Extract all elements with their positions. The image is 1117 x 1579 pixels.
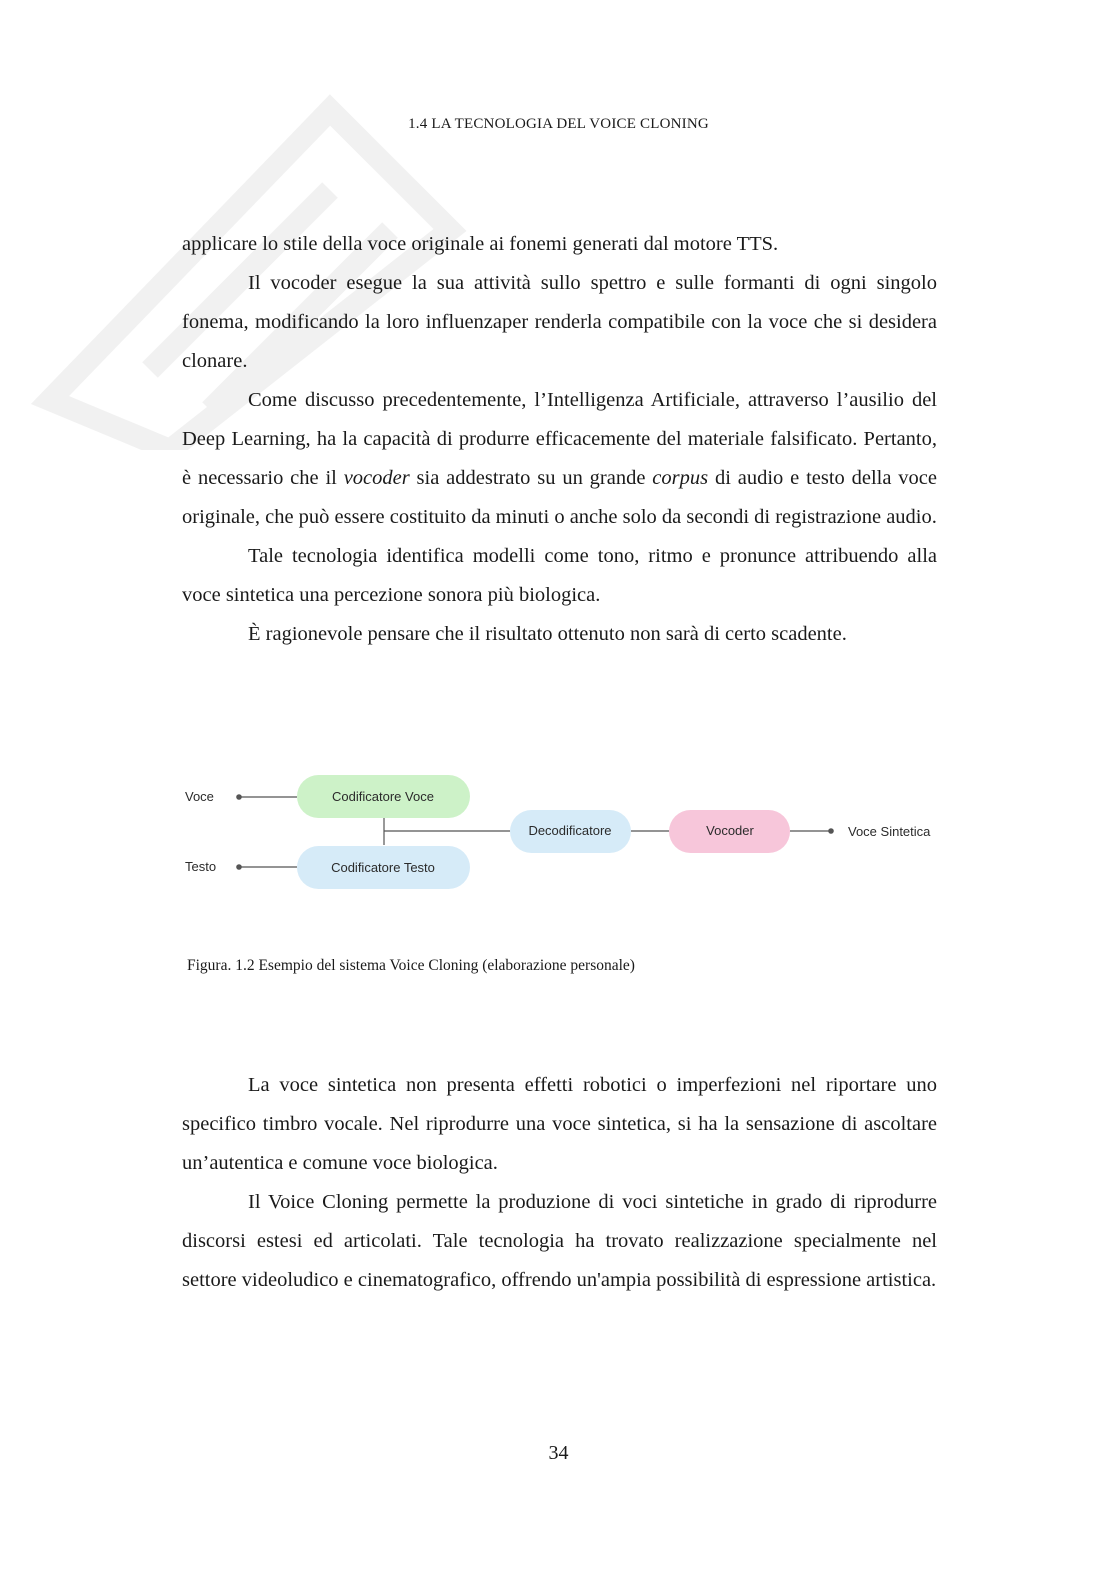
- paragraph: La voce sintetica non presenta effetti robotici o imperfezioni nel riportare uno specifico timbro vocale. Nel riprodurre una voce sintetica, si ha la sensazione di ascoltare un’autentica e comune voce biologica.: [182, 1074, 937, 1174]
- text-encoder-label: Codificatore Testo: [331, 860, 435, 875]
- emphasis-corpus: corpus: [652, 467, 709, 489]
- decoder-label: Decodificatore: [528, 823, 612, 838]
- figure-caption: Figura. 1.2 Esempio del sistema Voice Cloning (elaborazione personale): [187, 957, 635, 974]
- page-number: 34: [548, 1442, 569, 1464]
- paragraph: Il Voice Cloning permette la produzione di voci sintetiche in grado di riprodurre discorsi estesi ed articolati. Tale tecnologia ha trovato realizzazione specialmente nel settore videoludico e cinematografico, offrendo un'ampia possibilità di espressione artistica.: [182, 1191, 937, 1291]
- paragraph: Come discusso precedentemente, l’Intelligenza Artificiale, attraverso l’ausilio del Deep Learning, ha la capacità di produrre efficacemente del materiale falsificato. Pertanto, è necessario che il vocoder sia addestrato su un grande corpus di audio e testo della voce originale, che può essere costituito da minuti o anche solo da secondi di registrazione audio.: [182, 389, 938, 528]
- paragraph: applicare lo stile della voce originale ai fonemi generati dal motore TTS.: [182, 233, 779, 255]
- dot-voice: [237, 795, 241, 799]
- vocoder-label: Vocoder: [706, 823, 754, 838]
- label-text-input: Testo: [185, 859, 217, 874]
- body-text-top: [182, 225, 937, 654]
- dot-text: [237, 865, 241, 869]
- dot-output: [829, 829, 833, 833]
- running-head: 1.4 LA TECNOLOGIA DEL VOICE CLONING: [408, 116, 709, 132]
- body-text-bottom: [182, 1066, 937, 1300]
- voice-cloning-diagram: [180, 768, 960, 898]
- emphasis-vocoder: vocoder: [343, 467, 410, 489]
- label-voice-input: Voce: [185, 789, 214, 804]
- voice-encoder-label: Codificatore Voce: [332, 789, 434, 804]
- paragraph: È ragionevole pensare che il risultato ottenuto non sarà di certo scadente.: [248, 623, 847, 645]
- output-label: Voce Sintetica: [848, 824, 931, 839]
- paragraph: Tale tecnologia identifica modelli come tono, ritmo e pronunce attribuendo alla voce sintetica una percezione sonora più biologica.: [182, 545, 937, 606]
- paragraph: Il vocoder esegue la sua attività sullo spettro e sulle formanti di ogni singolo fonema, modificando la loro influenzaper renderla compatibile con la voce che si desidera clonare.: [182, 272, 937, 372]
